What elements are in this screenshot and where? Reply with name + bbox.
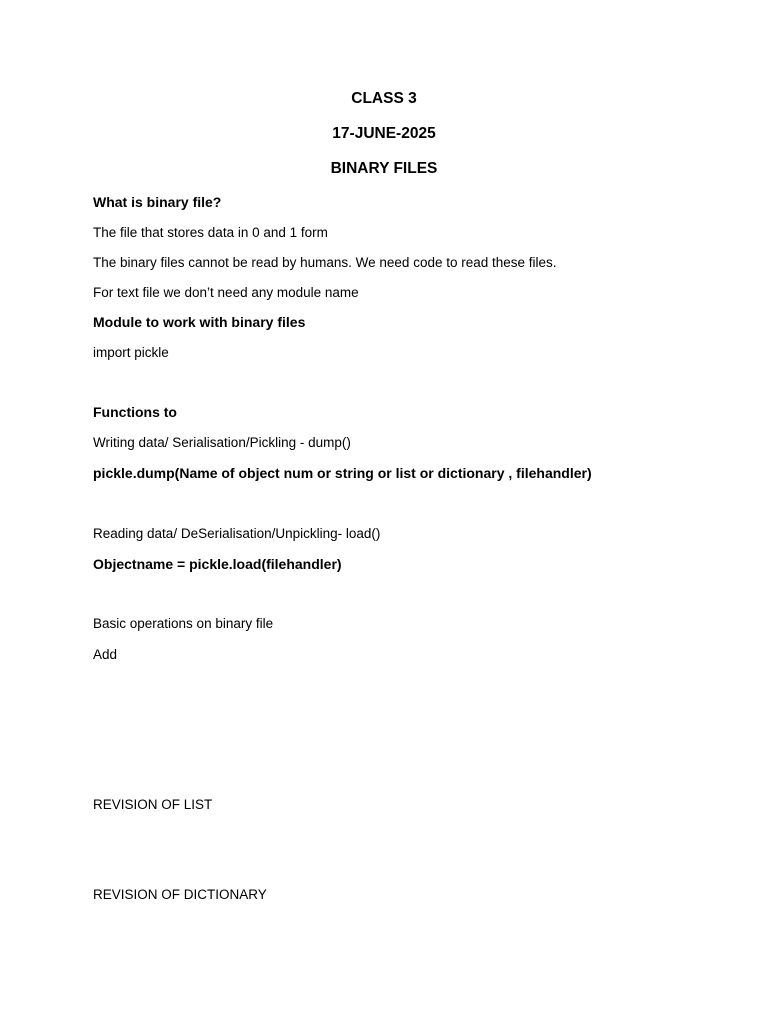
import-line: import pickle <box>93 345 169 360</box>
definition-line-2: The binary files cannot be read by humans. We need code to read these files. <box>93 255 557 270</box>
add-line: Add <box>93 647 118 662</box>
reading-data-line: Reading data/ DeSerialisation/Unpickling- load() <box>93 526 381 541</box>
question-heading: What is binary file? <box>93 194 222 210</box>
class-title: CLASS 3 <box>351 90 417 107</box>
functions-heading: Functions to <box>93 404 177 420</box>
dump-syntax-line: pickle.dump(Name of object num or string or list or dictionary , filehandler) <box>93 465 592 481</box>
module-heading: Module to work with binary files <box>93 314 306 330</box>
date-heading: 17-JUNE-2025 <box>332 125 436 142</box>
definition-line-1: The file that stores data in 0 and 1 form <box>93 225 328 240</box>
load-syntax-line: Objectname = pickle.load(filehandler) <box>93 556 342 572</box>
topic-heading: BINARY FILES <box>330 160 438 177</box>
writing-data-line: Writing data/ Serialisation/Pickling - dump() <box>93 435 351 450</box>
revision-list-line: REVISION OF LIST <box>93 797 213 812</box>
definition-line-3: For text file we don’t need any module name <box>93 285 359 300</box>
revision-dictionary-line: REVISION OF DICTIONARY <box>93 887 267 902</box>
basic-operations-line: Basic operations on binary file <box>93 616 274 631</box>
